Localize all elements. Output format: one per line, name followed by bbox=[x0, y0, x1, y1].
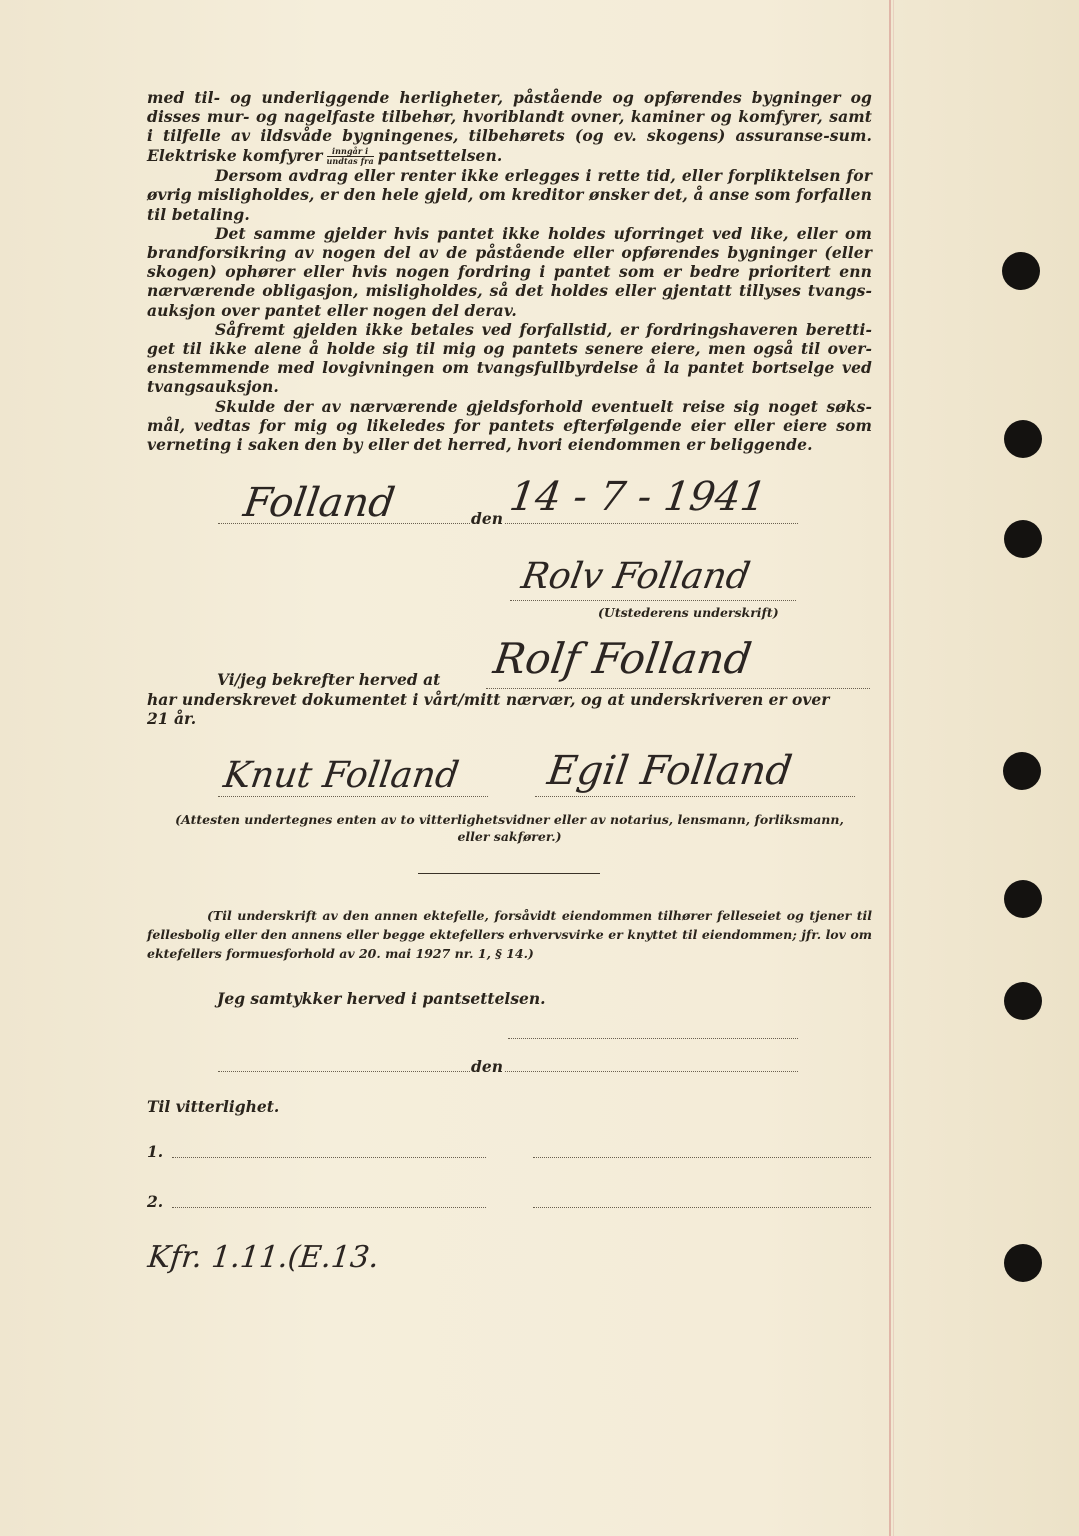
punch-hole bbox=[1004, 520, 1042, 558]
witness-statement-line3: 21 år. bbox=[147, 709, 197, 728]
witness-line-1b bbox=[533, 1157, 871, 1158]
witness-number-2: 2. bbox=[147, 1192, 164, 1211]
fraction-choice: $\frac{\text{inngår i}}{\text{undtas fra}}$ bbox=[326, 146, 374, 167]
witness-line-2a bbox=[172, 1207, 486, 1208]
spouse-date-line bbox=[505, 1071, 798, 1072]
witness2-signature: Egil Folland bbox=[544, 748, 795, 794]
punch-hole bbox=[1004, 420, 1042, 458]
signed-name-line bbox=[486, 688, 870, 689]
issuer-signature: Rolv Folland bbox=[518, 556, 754, 597]
punch-hole bbox=[1004, 880, 1042, 918]
issuer-signature-line bbox=[510, 600, 796, 601]
punch-hole bbox=[1004, 982, 1042, 1020]
margin-line-secondary bbox=[893, 0, 894, 1536]
spouse-den-label: den bbox=[471, 1057, 503, 1076]
witness1-line bbox=[218, 796, 488, 797]
separator-rule bbox=[418, 873, 600, 874]
spouse-place-line bbox=[218, 1071, 470, 1072]
consent-text: Jeg samtykker herved i pantsettelsen. bbox=[217, 989, 546, 1008]
witness-line-2b bbox=[533, 1207, 871, 1208]
witness2-line bbox=[535, 796, 855, 797]
punch-hole bbox=[1003, 752, 1041, 790]
paragraph-3: Det samme gjelder hvis pantet ikke holdes uforringet ved like, eller om brandforsikring av nogen del av de påstående eller opførendes bygninger (eller skogen) ophører eller hvis nogen fordring i pantet som er bedre prioritert enn nærværende obligasjon, misligholdes, så det holdes eller gjentatt tillyses tvangs-auksjon over pantet eller nogen del derav. bbox=[147, 223, 872, 320]
paragraph-1: med til- og underliggende herligheter, påstående og opførendes bygninger og disses mur- og nagelfaste tilbehør, hvoriblandt ovner, kaminer og komfyrer, samt i tilfelle av ildsvåde bygningenes, tilbehørets (og ev. skogens) assuranse-sum. Elektriske komfyrer $\frac{\text{inngår i}}{\text{undtas fra}}$ pantsettelsen. bbox=[147, 88, 872, 167]
signed-name-handwritten: Rolf Folland bbox=[490, 634, 755, 683]
date-line bbox=[505, 523, 798, 524]
issuer-caption: (Utstederens underskrift) bbox=[598, 605, 779, 620]
punch-hole bbox=[1002, 252, 1040, 290]
den-label: den bbox=[471, 509, 503, 528]
witness1-signature: Knut Folland bbox=[221, 755, 462, 796]
witness-statement-prefix: Vi/jeg bekrefter herved at bbox=[217, 670, 441, 689]
attestation-note: (Attesten undertegnes enten av to vitterlighetsvidner eller av notarius, lensmann, forliksmann, eller sakfører.) bbox=[175, 812, 844, 844]
paragraph-4: Såfremt gjelden ikke betales ved forfallstid, er fordringshaveren beretti-get til ikke alene å holde sig til mig og pantets senere eiere, men også til over-enstemmende med lovgivningen om tvangsfullbyrdelse å la pantet bortselge ved tvangsauksjon. bbox=[147, 319, 872, 397]
margin-line bbox=[889, 0, 891, 1536]
footer-handwritten-note: Kfr. 1.11.(E.13. bbox=[146, 1240, 381, 1275]
witness-line-1a bbox=[172, 1157, 486, 1158]
witness-heading: Til vitterlighet. bbox=[147, 1097, 280, 1116]
paragraph-2: Dersom avdrag eller renter ikke erlegges i rette tid, eller forpliktelsen for øvrig misligholdes, er den hele gjeld, om kreditor ønsker det, å anse som forfallen til betaling. bbox=[147, 166, 872, 224]
date-handwritten: 14 - 7 - 1941 bbox=[506, 474, 770, 520]
spouse-instruction: (Til underskrift av den annen ektefelle, forsåvidt eiendommen tilhører felleseiet og tjener til fellesbolig eller den annens eller begge ektefellers erhvervsvirke er knyttet til eiendommen; jfr. lov om ektefellers formuesforhold av 20. mai 1927 nr. 1, § 14.) bbox=[147, 908, 872, 961]
punch-hole bbox=[1004, 1244, 1042, 1282]
witness-number-1: 1. bbox=[147, 1142, 164, 1161]
witness-statement-line2: har underskrevet dokumentet i vårt/mitt nærvær, og at underskriveren er over bbox=[147, 690, 830, 709]
spouse-signature-line bbox=[508, 1038, 798, 1039]
place-handwritten: Folland bbox=[240, 480, 398, 526]
body-text bbox=[147, 88, 872, 454]
paragraph-5: Skulde der av nærværende gjeldsforhold eventuelt reise sig noget søks-mål, vedtas for mig og likeledes for pantets efterfølgende eier eller eiere som verneting i saken den by eller det herred, hvori eiendommen er beliggende. bbox=[147, 396, 872, 454]
